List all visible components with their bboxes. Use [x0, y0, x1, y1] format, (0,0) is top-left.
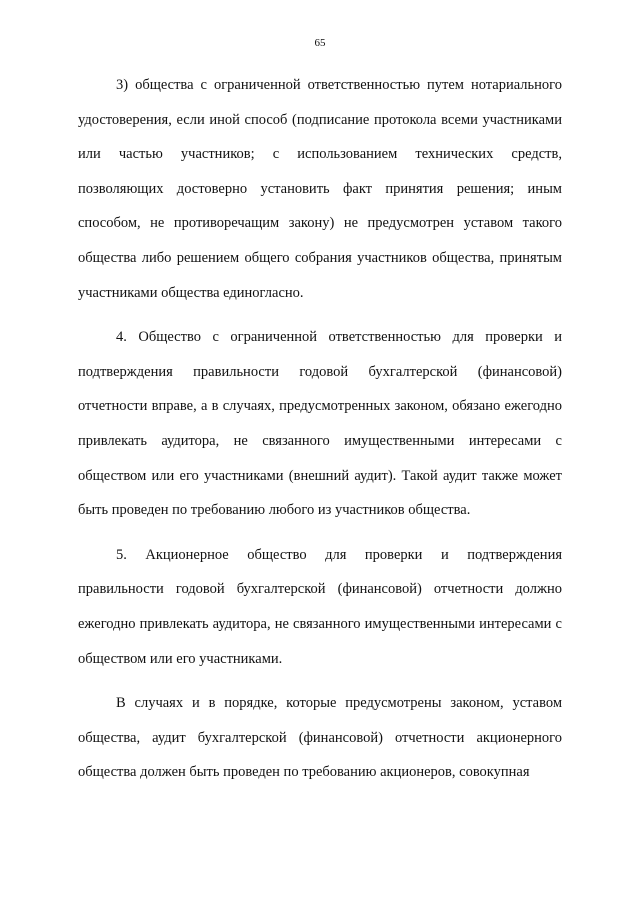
paragraph-item-5-jsc-audit: 5. Акционерное общество для проверки и подтверждения правильности годовой бухгалтерской (финансовой) отчетности должно ежегодно привлекать аудитора, не связанного имущественными интересами с обществом или его участниками.: [78, 546, 562, 667]
document-body: [78, 68, 562, 790]
paragraph-item-4-llc-audit: 4. Общество с ограниченной ответственностью для проверки и подтверждения правильности годовой бухгалтерской (финансовой) отчетности вправе, а в случаях, предусмотренных законом, обязано ежегодно привлекать аудитора, не связанного имущественными интересами с обществом или его участниками (внешний аудит). Такой аудит также может быть проведен по требованию любого из участников общества.: [78, 329, 562, 519]
paragraph-shareholder-audit: В случаях и в порядке, которые предусмотрены законом, уставом общества, аудит бухгалтерской (финансовой) отчетности акционерного общества должен быть проведен по требованию акционеров, совокупная: [78, 695, 562, 781]
page-number: 65: [314, 37, 326, 49]
paragraph-item-3-notarial-certification: 3) общества с ограниченной ответственностью путем нотариального удостоверения, если иной способ (подписание протокола всеми участниками или частью участников; с использованием технических средств, позволяющих достоверно установить факт принятия решения; иным способом, не противоречащим закону) не предусмотрен уставом такого общества либо решением общего собрания участников общества, принятым участниками общества единогласно.: [78, 77, 562, 301]
